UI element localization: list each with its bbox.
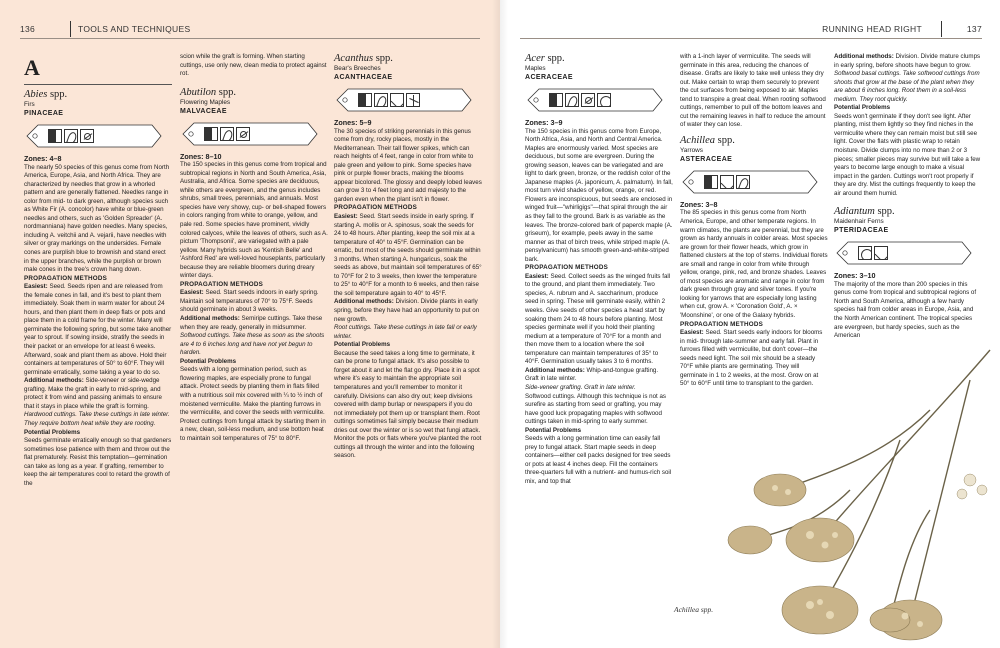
additional-methods: Additional methods: Whip-and-tongue grafting. Graft in late winter. [525,366,659,383]
description: The 150 species in this genus come from tropical and subtropical regions in North and South America, Asia, Australia, and Africa. Some species are deciduous, while others are evergreen, and the genus includes shrubs, small trees, perennials, and annuals. Most species have very showy, cup- or bell-shaped flowers in colors ranging from white to orange, yellow, and pale red. Some species have prominent, vividly colored calyces, while the leaves of others, such as A. pictum 'Thompsonii', are variegated with a pale yellow. Many hybrids such as 'Kentish Belle' and 'Ashford Red' are well-loved houseplants, particularly because they are reliable bloomers during dreary winter days. [180,161,328,280]
hardwood-cuttings: Hardwood cuttings. Take these cuttings in late winter. They require bottom heat while they are rooting. [24,411,170,427]
problems-text: Seeds with a long germination time can easily fall prey to fungal attack. Start maple seeds in deep containers—either cell packs designed for tree seeds or pots at least 4 inches deep. Fill the containers three-quarters full with a nutrient- and humus-rich soil mix, and top that [525,435,672,485]
photo-caption: Achillea spp. [674,605,714,614]
additional-methods: Additional methods: Division. Divide plants in early spring, before they have had an opportunity to put on new growth. [334,298,480,323]
left-column-3 [334,53,482,461]
common-name: Bear's Breeches [334,65,381,72]
family-name: PINACEAE [24,110,64,117]
propagation-heading: PROPAGATION METHODS [24,274,107,282]
page-number-right: 137 [966,24,982,34]
plant-tag-graphic [180,121,320,147]
description: The 30 species of striking perennials in this genus come from dry, rocky places, mostly in the Mediterranean. Their tall flower spikes, which can reach heights of 4 feet, range in color from white to pale green and yellow to pink. Some species have pink or purple flower bracts, making the blooms appear bicolored. The glossy and deeply lobed leaves can grow 3 to 4 feet long and add majesty to the garden even when the plant isn't in flower. [334,127,482,203]
cutting-icon [581,93,595,107]
description: The 150 species in this genus come from Europe, North Africa, Asia, and North and Central America. Maples are enormously varied. Most species are deciduous, but some are evergreen. During the growing season, leaves can be variegated and are light to dark green, bronze, or the reddish color of the Japanese maples (A. japonicum, A. palmatum). In fall, most turn vivid shades of yellow, orange, or red. Flowers are inconspicuous, but seeds are enclosed in winged fruit—"whirligigs"—that spiral through the air as they fall to the ground. Bark is as variable as the leaves. The bronze-colored bark of paperck maple (A. griseum), for example, peels away in the same manner as that of birch trees, while striped maple (A. pensylvanicum) has smooth green-and-white-striped bark. [525,127,673,263]
sun-icon [704,175,718,189]
easiest-method: Easiest: Seed. Seeds ripen and are released from the female cones in fall, and it's best to plant them immediately. Soak them in warm water for about 24 hours, and then plant them in deep flats or pots and place them in a cold frame for the winter. Many will germinate the following spring, but some take another year to sprout. If sowing inside, stratify the seeds in their packet or an envelope for at least 6 weeks. Afterward, soak and plant them as above. Hold their containers at temperatures of 50° to 60°F. They will germinate erratically, some taking a year to do so. [24,283,172,376]
left-page-header [20,24,480,38]
leaf-icon [565,93,579,107]
right-column-2 [680,53,828,389]
problems-text: Seeds germinate erratically enough so that gardeners sometimes lose patience with them and throw out the flat prematurely. Resist this temptation—germination can take as long as a year. If grafting, remember to keep the air temperatures cool to retard the growth of the [24,437,172,487]
sun-icon [204,127,218,141]
problems-text: Seeds won't germinate if they don't see light. After planting, mist them lightly so they find niches in the vermiculite where they can remain moist but still see light. Cover the flats with plastic wrap to retain moisture. Divide clumps into no more than 2 or 3 pieces; smaller pieces may survive but will take a few years to become large enough to make a visual impact in the garden. Cuttings won't root properly if they are dry. Mist the cuttings frequently to keep the air around them humid. [834,112,981,197]
family-name: PTERIDACEAE [834,227,889,235]
common-name: Firs [24,101,35,108]
left-column-1 [24,52,172,488]
plant-tag-graphic [525,87,665,113]
division-icon [720,175,734,189]
root-cuttings: Root cuttings. Take these cuttings in late fall or early winter. [334,324,477,340]
zones: Zones: 3–8 [680,199,718,209]
section-title: TOOLS AND TECHNIQUES [78,24,191,34]
header-rule [20,38,480,39]
problems-heading: Potential Problems [180,357,237,365]
problems-heading: Potential Problems [834,104,891,112]
root-icon [406,93,420,107]
family-name: ASTERACEAE [680,155,733,163]
common-name: Maples [525,65,546,72]
left-column-2 [180,53,328,443]
family-name: ACANTHACEAE [334,74,393,81]
propagation-heading: PROPAGATION METHODS [680,320,763,328]
softwood-cuttings: Softwood cuttings. Take these as soon as the shoots are 4 to 6 inches long and have not yet begun to harden. [180,332,325,357]
additional-methods: Additional methods: Division. Divide mature clumps in early spring, before shoots have begun to grow. [834,53,981,69]
problems-text: Because the seed takes a long time to germinate, it can be prone to fungal attack. It's also possible to forget about it and let the flat go dry. Place it in a spot where it's easy to maintain the appropriate soil temperatures and you'll remember to monitor it carefully. Divisions can also dry out; keep divisions covered with damp burlap or newspapers if you do not immediately pot them up or transplant them. Root cuttings sometimes fail simply because their medium dries out over the winter or is so wet that fungi attack. Monitor the pots or flats where you've planted the root cuttings all through the winter and into the following season. [334,349,482,460]
continued-text: scion while the graft is forming. When starting cuttings, use only new, clean media to protect against rot. [180,53,327,78]
easiest-method: Easiest: Seed. Start seeds early indoors for blooms in mid- through late-summer and early fall. Plant in furrows filled with vermiculite, but don't cover—the seeds need light. The soil mix should be a steady 70°F while plants are germinating. They will germinate in 1 to 2 weeks, at the most. Grow on at 50° to 60°F until time to transplant to the garden. [680,329,823,388]
species-heading: Abutilon spp. [180,86,237,98]
leaf-icon [374,93,388,107]
right-page-header [520,24,982,38]
problems-heading: Potential Problems [24,428,81,436]
running-head: RUNNING HEAD RIGHT [822,24,922,34]
header-divider [70,21,71,37]
softwood-basal-cuttings: Softwood basal cuttings. Take softwood cuttings from shoots that grow at the base of the plant when they are about 6 inches long. Root them in a soil-less medium. They root quickly. [834,70,980,103]
letter-rule [24,84,172,85]
zones: Zones: 3–10 [834,271,876,281]
right-column-3 [834,53,982,341]
description: The majority of the more than 200 species in this genus come from tropical and subtropical regions of North and South America, although a few hardy species hail from colder areas in Europe, Asia, and the North American continent. The tropical species are evergreen, but hardy species, such as the American [834,280,977,340]
leaf-icon [220,127,234,141]
cutting-icon [80,129,94,143]
easiest-method: Easiest: Seed. Start seeds inside in early spring. If starting A. mollis or A. spinosus, soak the seeds for 24 to 48 hours. After planting, keep the soil mix at a temperature of 40° to 45°F. Germination can be erratic, but most of the seeds should germinate within 3 months. When starting A. hungaricus, soak the seeds as above, but maintain soil temperatures of 65° to 70°F for 2 to 3 weeks, then lower the temperature to 25° to 40°F for a month to 6 weeks, and then raise the soil temperature again to 40° to 45°F. [334,213,482,297]
softwood-cuttings: Softwood cuttings. Although this technique is not as surefire as starting from seed or grafting, you may have good luck propagating maples with softwood cuttings taken in mid-spring to early summer. [525,392,667,426]
plant-tag-graphic [680,169,820,195]
continued-text: with a 1-inch layer of vermiculite. The seeds will germinate in this area, reducing the chances of disease. Grafts are likely to take well unless they dry out. Make certain to wrap them securely to prevent the cut surfaces from being exposed to air. Maples tend to transpire a great deal. When rooting softwood cuttings, remember to pull off the bottom leaves and cut the remaining leaves in half to reduce the amount of water they can lose. [680,53,826,129]
problems-heading: Potential Problems [525,426,582,434]
achillea-photo [670,340,1000,648]
family-name: MALVACEAE [180,107,227,115]
alphabet-letter: A [24,55,40,80]
species-heading: Acanthus spp. [334,53,393,64]
zones: Zones: 5–9 [334,118,372,127]
sun-icon [358,93,372,107]
problems-text: Seeds with a long germination period, such as flowering maples, are especially prone to fungal attack. Protect seeds by planting them in flats filled with a nutritious soil mix covered with ¼ to ½ inch of moistened vermiculite. Make the planting furrows in the vermiculite, and cover the seeds with vermiculite. Protect cuttings from fungal attack by starting them in a new, clean, soil-less medium, and use bottom heat to maintain soil temperatures of 75° to 80°F. [180,366,326,442]
shade-icon [597,93,611,107]
zones: Zones: 4–8 [24,154,62,163]
sun-icon [48,129,62,143]
species-heading: Achillea spp. [680,134,735,146]
species-heading: Adiantum spp. [834,206,895,218]
leaf-icon [64,129,78,143]
additional-methods: Additional methods: Side-veneer or side-wedge grafting. Make the graft in early to mid-spring, and protect it from wind and passing animals to ensure that it stays in place while the graft is forming. [24,377,162,410]
easiest-method: Easiest: Seed. Start seeds indoors in early spring. Maintain soil temperatures of 70° to 75°F. Seeds should germinate in about 3 weeks. [180,289,319,314]
header-divider [941,21,942,37]
problems-heading: Potential Problems [334,341,391,349]
species-heading: Acer spp. [525,53,565,64]
shade-icon [858,246,872,260]
common-name: Yarrows [680,146,703,154]
header-rule [520,38,982,39]
right-column-1 [525,53,673,487]
easiest-method: Easiest: Seed. Collect seeds as the winged fruits fall to the ground, and plant them immediately. Two species, A. rubrum and A. saccharinum, produce seed in spring. These will germinate easily, within 2 weeks. Give seeds of other species a head start by soaking them 24 to 48 hours before planting. Most species germinate well if you hold their planting medium at a temperature of 70°F for a month and then move them to a location where the soil temperature can maintain temperatures of 35° to 40°F. Germination usually takes 3 to 6 months. [525,272,671,366]
common-name: Maidenhair Ferns [834,218,884,226]
propagation-heading: PROPAGATION METHODS [334,204,417,212]
plant-tag-graphic [24,123,164,149]
plant-tag-graphic [834,240,974,266]
additional-methods: Additional methods: Semiripe cuttings. Take these when they are ready, generally in midsummer. [180,315,323,331]
common-name: Flowering Maples [180,98,231,106]
species-heading: Abies spp. [24,89,68,100]
description: The 85 species in this genus come from North America, Europe, and other temperate regions. In warm climates, the plants are perennial, but they are grown as hardy annuals in colder areas. Most species are grown for their flower heads, which grow in flattened clusters at the top of stems. Individual florets are small and range in color from white through yellow, orange, pink, red, and bronze shades. Leaves of most species are aromatic and range in color from dark green through gray and silver tones. If you're looking for yarrows that are especially long lasting when cut, grow A. × 'Coronation Gold', A. × 'Moonshine', or one of the Galaxy hybrids. [680,209,828,320]
division-icon [874,246,888,260]
cutting-icon [236,127,250,141]
plant-tag-graphic [334,87,474,113]
zones: Zones: 8–10 [180,151,222,161]
propagation-heading: PROPAGATION METHODS [180,280,263,288]
zones: Zones: 3–9 [525,118,563,127]
sun-icon [549,93,563,107]
description: The nearly 50 species of this genus come from North America, Europe, Asia, and North Africa. They are characterized by needles that grow in a whorled pattern and are generally flattened. Needles range in color from mid- to dark green, although species such as White Fir (A. concolor) have white or blue-green needles and others, such as 'Golden Spreader' (A. nordmanniana) have golden needles. Many species, including A. veitchii and A. vejarii, have needles with silver or gray markings on the undersides. Female cones are purplish blue to brownish and stand erect in the upper branches, while the purplish or brown male cones in the tree's crown hang down. [24,163,170,274]
family-name: ACERACEAE [525,74,573,81]
leaf-icon [736,175,750,189]
propagation-heading: PROPAGATION METHODS [525,264,608,272]
division-icon [390,93,404,107]
page-number-left: 136 [20,24,36,34]
side-veneer-grafting: Side-veneer grafting. Graft in late winter. [525,383,636,391]
